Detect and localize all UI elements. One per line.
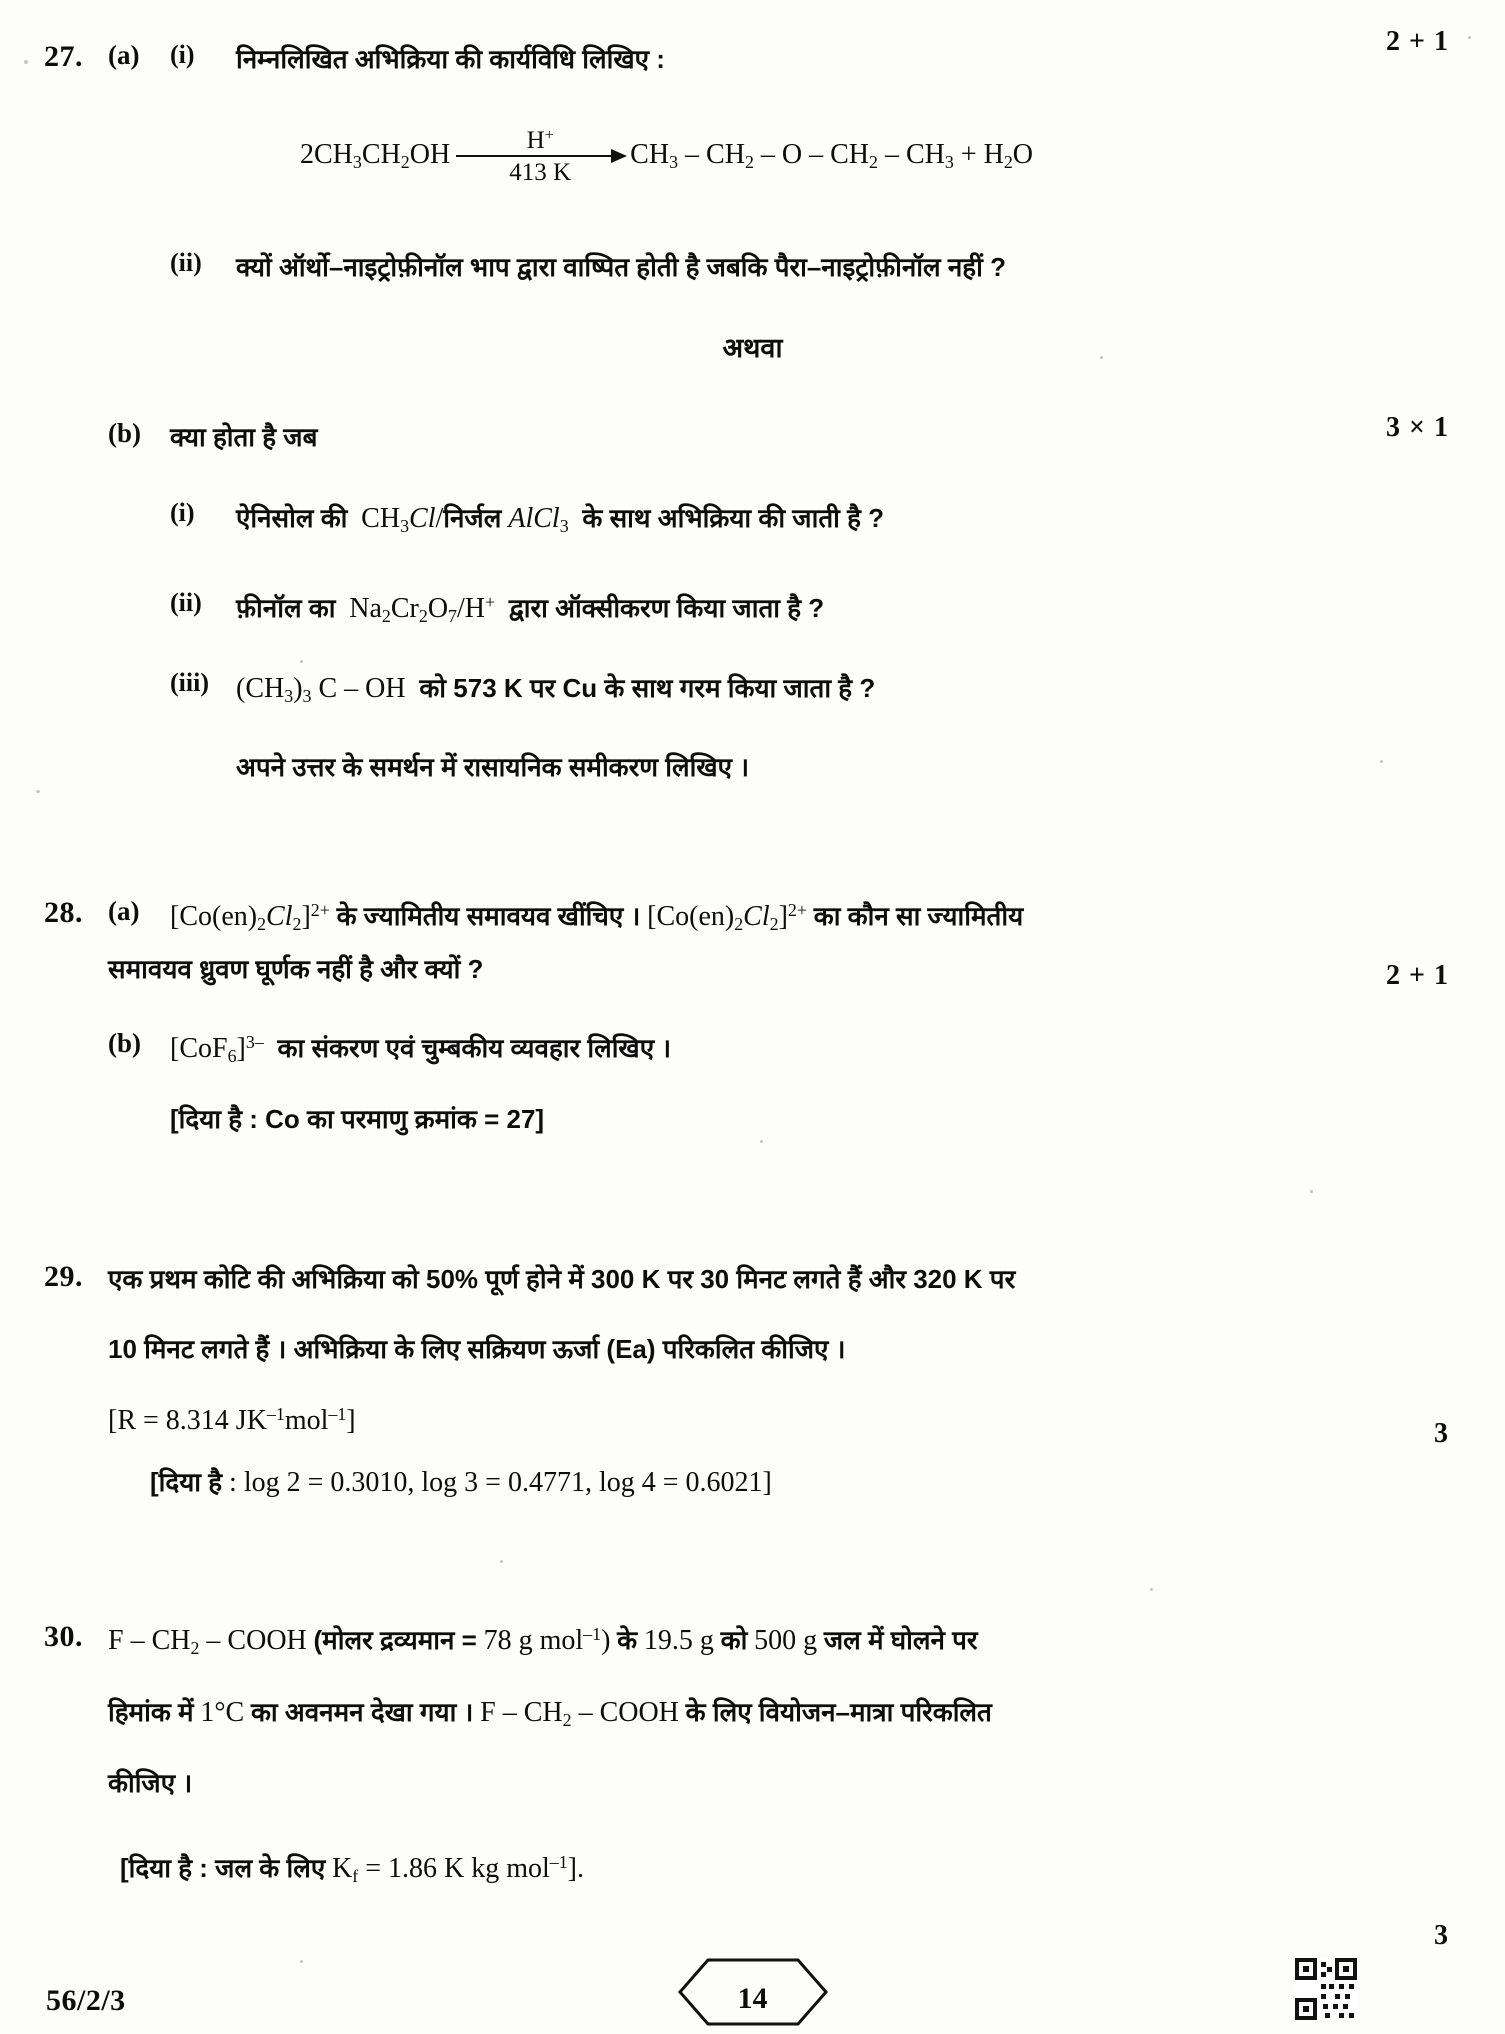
question-number-29: 29. [44, 1260, 83, 1293]
qr-code-svg [1295, 1958, 1357, 2020]
item-label-27b-i: (i) [170, 498, 195, 527]
equation-ether-formation [300, 128, 1033, 185]
question-29-line1 [44, 1260, 1449, 1299]
question-27a-i-text: निम्नलिखित अभिक्रिया की कार्यविधि लिखिए : [236, 44, 665, 74]
q30-l2-h2: का अवनमन देखा गया । [250, 1697, 474, 1727]
scan-speckle [300, 660, 303, 663]
question-27b-item-iii [44, 668, 1445, 710]
q30-given-label: [दिया है : जल के लिए [120, 1853, 326, 1883]
q28a-line2-text: समावयव ध्रुवण घूर्णक नहीं है और क्यों ? [108, 954, 484, 984]
q30-mass-solute: 19.5 g [643, 1625, 714, 1656]
arrow-below-condition: 413 K [509, 159, 572, 186]
question-27b-closing [44, 748, 1445, 787]
part-label-27a: (a) [108, 40, 140, 70]
scan-speckle [1310, 1190, 1313, 1193]
q30-l2-h3: के लिए वियोजन–मात्रा परिकलित [685, 1697, 992, 1727]
q29-given-values: : log 2 = 0.3010, log 3 = 0.4771, log 4 = 0.6021] [222, 1467, 772, 1498]
question-27b-stem-text: क्या होता है जब [170, 422, 318, 452]
q30-mass-solvent: 500 g [754, 1625, 818, 1656]
question-27b-closing-text: अपने उत्तर के समर्थन में रासायनिक समीकरण लिखिए । [236, 752, 750, 782]
equation-reactant: $2CH_3CH_2OH$ [300, 139, 451, 173]
question-number-30: 30. [44, 1620, 83, 1653]
question-29-line3 [108, 1400, 356, 1442]
part-label-28a: (a) [108, 896, 140, 926]
question-number-28: 28. [44, 896, 83, 929]
q30-acid-1: F – $CH_2$ – COOH [108, 1625, 307, 1659]
question-27-item-i [44, 40, 1385, 79]
marks-30: 3 [1434, 1920, 1449, 1951]
question-27b-item-ii [44, 588, 1445, 630]
marks-28a: 2 + 1 [1386, 960, 1449, 991]
arrow-line [456, 155, 624, 157]
scan-speckle [760, 1140, 763, 1143]
question-30-line3 [108, 1764, 192, 1803]
arrow-above-condition: H+ [526, 127, 554, 154]
q30-l1-h1: (मोलर द्रव्यमान = [313, 1625, 477, 1655]
scan-speckle [1468, 36, 1471, 39]
part-label-28b: (b) [108, 1028, 141, 1058]
question-27b-iii-text [236, 668, 875, 710]
item-label-27a-ii: (ii) [170, 248, 202, 277]
q27b-ii-before: फ़ीनॉल का [236, 593, 336, 623]
question-number-27: 27. [44, 40, 83, 73]
reaction-arrow [456, 128, 624, 185]
q30-l1-h3: को [720, 1625, 748, 1655]
paper-code: 56/2/3 [46, 1984, 126, 2017]
q30-l1-h4: जल में घोलने पर [823, 1625, 978, 1655]
q28b-given-text: [दिया है : Co का परमाणु क्रमांक = 27] [170, 1104, 545, 1134]
question-28a-line2 [108, 950, 483, 989]
page-number-badge [678, 1956, 828, 2028]
q30-line4-text [120, 1848, 584, 1890]
page-number: 14 [737, 1982, 768, 2015]
marks-29: 3 [1434, 1418, 1449, 1449]
question-30-line2 [108, 1692, 1449, 1734]
scan-speckle [1380, 760, 1383, 763]
q27b-ii-after: द्वारा ऑक्सीकरण किया जाता है ? [508, 593, 825, 623]
q28b-formula: $[CoF_6]^{3-}$ [170, 1032, 264, 1067]
question-27b-stem [44, 418, 317, 457]
q30-depression: 1°C [200, 1697, 245, 1728]
q30-molar-mass: 78 g mol$^{-1}$) [483, 1624, 611, 1656]
question-30-line4 [120, 1848, 584, 1890]
question-27b-i-text [236, 498, 884, 540]
question-27-item-ii [44, 248, 1445, 287]
scan-speckle [500, 1560, 503, 1563]
question-27b-ii-text [236, 588, 824, 630]
q28a-line1-b: के ज्यामितीय समावयव खींचिए । [336, 901, 641, 931]
scan-speckle [1150, 1588, 1153, 1591]
q30-l1-h2: के [617, 1625, 638, 1655]
item-label-27a-i: (i) [170, 40, 195, 69]
q30-line1-text [108, 1620, 978, 1662]
qr-code-icon [1295, 1958, 1357, 2020]
q27b-i-before: ऐनिसोल की [236, 503, 348, 533]
item-label-27b-ii: (ii) [170, 588, 202, 617]
marks-27b: 3 × 1 [1386, 412, 1449, 443]
marks-27a: 2 + 1 [1386, 26, 1449, 57]
q28a-complex-2: $[Co(en)_2Cl_2]^{2+}$ [647, 900, 807, 935]
q30-line3-text: कीजिए । [108, 1768, 193, 1798]
question-28b-text [170, 1028, 671, 1070]
question-29-line2 [108, 1330, 845, 1369]
q28a-line1-d: का कौन सा ज्यामितीय [813, 901, 1024, 931]
q29-line2-text: 10 मिनट लगते हैं । अभिक्रिया के लिए सक्रियण ऊर्जा (Ea) परिकलित कीजिए । [108, 1334, 846, 1364]
question-27b-item-i [44, 498, 1445, 540]
q27b-iii-after: को 573 K पर Cu के साथ गरम किया जाता है ? [419, 673, 876, 703]
question-29-line4 [150, 1462, 772, 1504]
q30-l2-h1: हिमांक में [108, 1697, 194, 1727]
scan-speckle [300, 1960, 303, 1963]
question-30-line1 [44, 1620, 1449, 1662]
part-label-27b: (b) [108, 418, 141, 448]
scan-speckle [36, 790, 40, 793]
item-label-27b-iii: (iii) [170, 668, 209, 697]
question-27a-ii-text: क्यों ऑर्थो–नाइट्रोफ़ीनॉल भाप द्वारा वाष्पित होती है जबकि पैरा–नाइट्रोफ़ीनॉल नहीं ? [236, 252, 1006, 282]
scan-speckle [640, 272, 643, 275]
question-28a-text [170, 896, 1023, 938]
q27b-i-formula: $CH_3Cl/निर्जल$ AlCl$_3$ [354, 503, 569, 537]
scan-speckle [1100, 356, 1103, 359]
q29-line1-text: एक प्रथम कोटि की अभिक्रिया को 50% पूर्ण होने में 300 K पर 30 मिनट लगते हैं और 320 K पर [108, 1264, 1016, 1294]
q30-acid-2: F – $CH_2$ – COOH [480, 1697, 679, 1731]
q28a-complex-1: $[Co(en)_2Cl_2]^{2+}$ [170, 900, 330, 935]
q30-kf-value: $K_f = 1.86$ K kg mol$^{-1}$]. [331, 1852, 584, 1887]
question-28-part-a [44, 896, 1449, 938]
equation-product: $CH_3 - CH_2 - O - CH_2 - CH_3 + H_2O$ [630, 139, 1034, 173]
question-28-part-b [44, 1028, 1445, 1070]
q29-line4-text [150, 1462, 772, 1504]
q28b-after: का संकरण एवं चुम्बकीय व्यवहार लिखिए । [277, 1033, 672, 1063]
q27b-ii-formula: $Na_2Cr_2O_7/H^+$ [342, 592, 496, 627]
q29-given-label: [दिया है [150, 1467, 223, 1497]
q27b-i-after: के साथ अभिक्रिया की जाती है ? [582, 503, 885, 533]
or-separator: अथवा [722, 333, 783, 363]
q30-line2-text [108, 1692, 992, 1734]
scan-speckle [24, 60, 28, 64]
q29-line3-text: [R = 8.314 $JK^{-1}mol^{-1}$] [108, 1404, 356, 1436]
question-28b-given [44, 1100, 544, 1139]
q27b-iii-formula: $(CH_3)_3$ C – OH [236, 673, 413, 707]
